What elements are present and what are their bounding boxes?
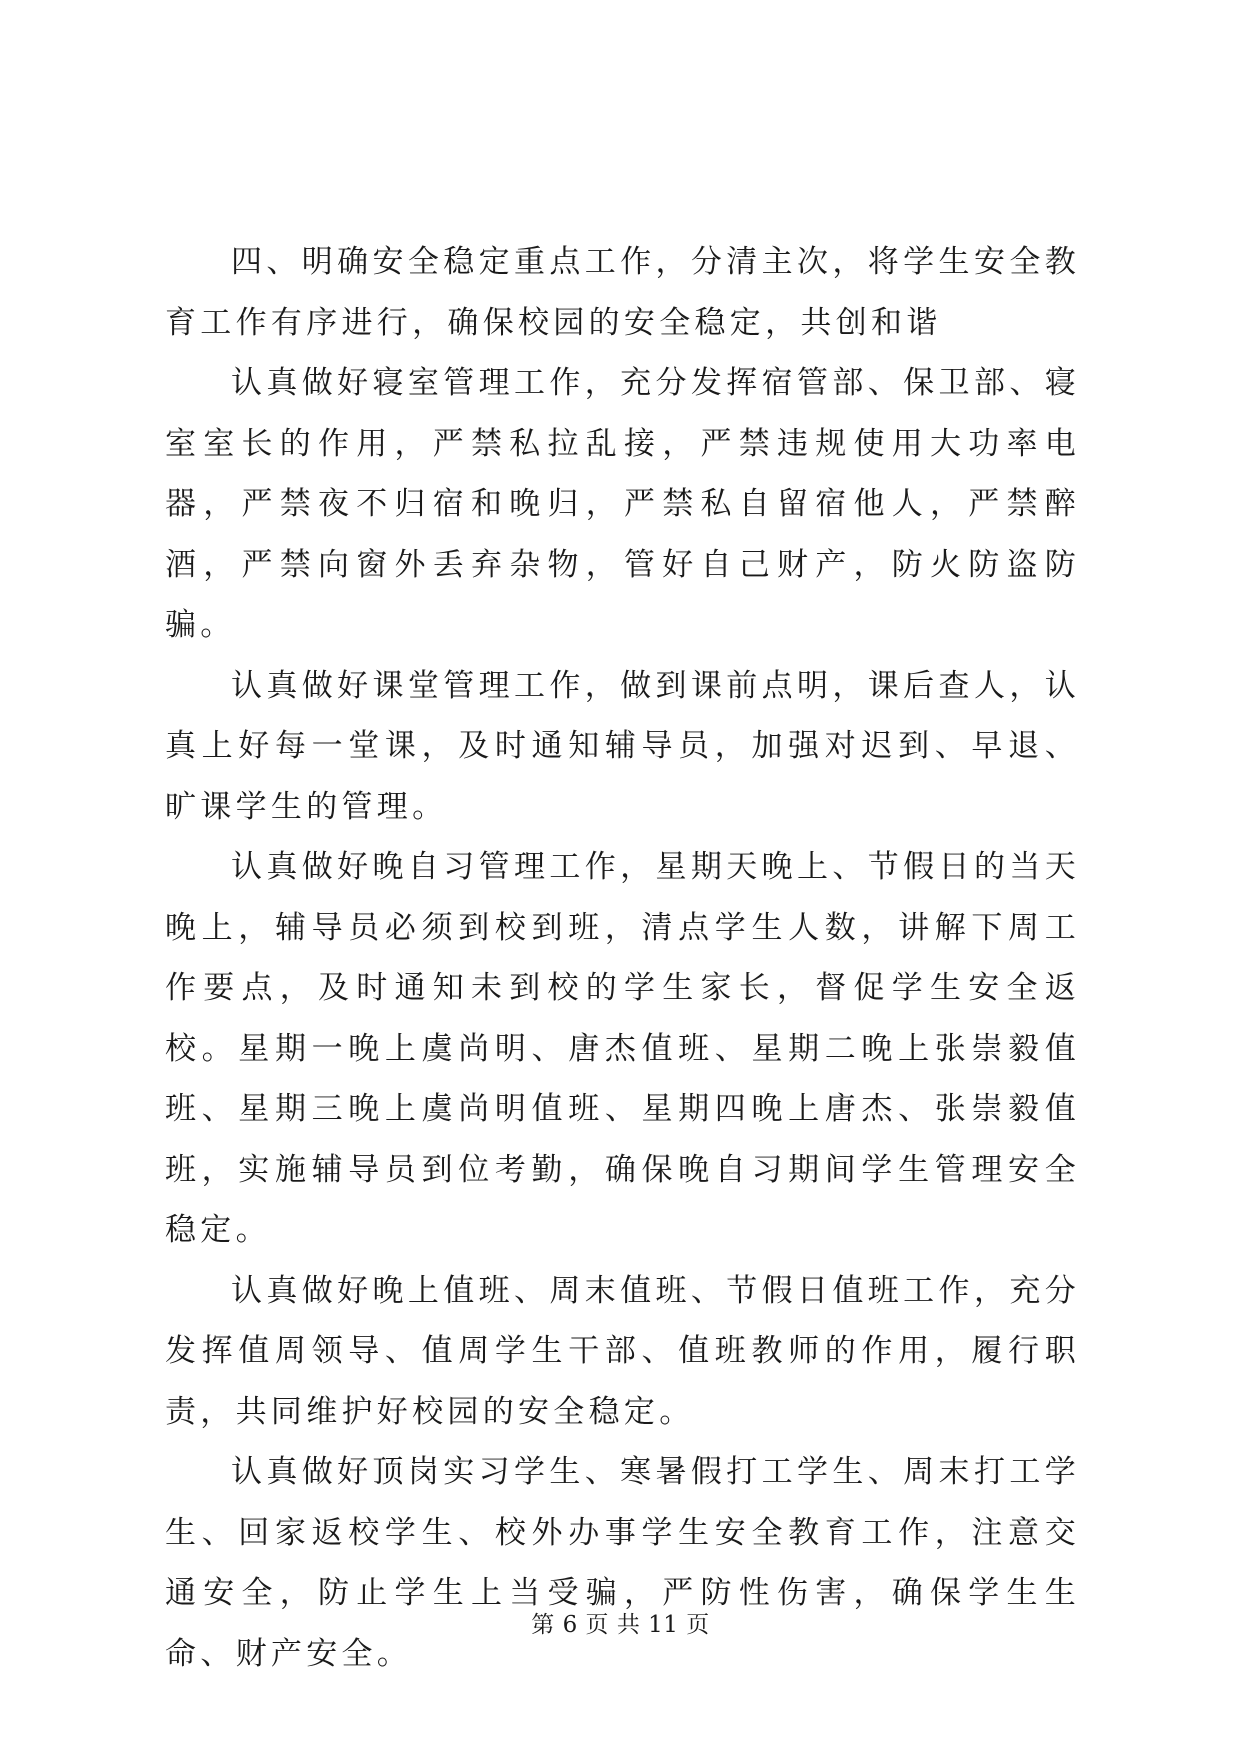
paragraph-student-safety-education: 认真做好顶岗实习学生、寒暑假打工学生、周末打工学生、回家返校学生、校外办事学生安全教育工作，注意交通安全，防止学生上当受骗，严防性伤害，确保学生生命、财产安全。 xyxy=(165,1454,1080,1672)
paragraph-section-four-heading: 四、明确安全稳定重点工作，分清主次，将学生安全教育工作有序进行，确保校园的安全稳定，共创和谐 xyxy=(165,244,1080,341)
page-number-footer: 第 6 页 共 11 页 xyxy=(531,1612,710,1638)
paragraph-evening-study-management: 认真做好晚自习管理工作，星期天晚上、节假日的当天晚上，辅导员必须到校到班，清点学生人数，讲解下周工作要点，及时通知未到校的学生家长，督促学生安全返校。星期一晚上虞尚明、唐杰值班、星期二晚上张崇毅值班、星期三晚上虞尚明值班、星期四晚上唐杰、张崇毅值班，实施辅导员到位考勤，确保晚自习期间学生管理安全稳定。 xyxy=(165,849,1080,1248)
document-body xyxy=(165,232,1080,1684)
paragraph-classroom-management: 认真做好课堂管理工作，做到课前点明，课后查人，认真上好每一堂课，及时通知辅导员，加强对迟到、早退、旷课学生的管理。 xyxy=(165,667,1080,825)
paragraph-dormitory-management: 认真做好寝室管理工作，充分发挥宿管部、保卫部、寝室室长的作用，严禁私拉乱接，严禁违规使用大功率电器，严禁夜不归宿和晚归，严禁私自留宿他人，严禁醉酒，严禁向窗外丢弃杂物，管好自己财产，防火防盗防骗。 xyxy=(165,365,1080,643)
paragraph-duty-management: 认真做好晚上值班、周末值班、节假日值班工作，充分发挥值周领导、值周学生干部、值班教师的作用，履行职责，共同维护好校园的安全稳定。 xyxy=(165,1272,1080,1430)
